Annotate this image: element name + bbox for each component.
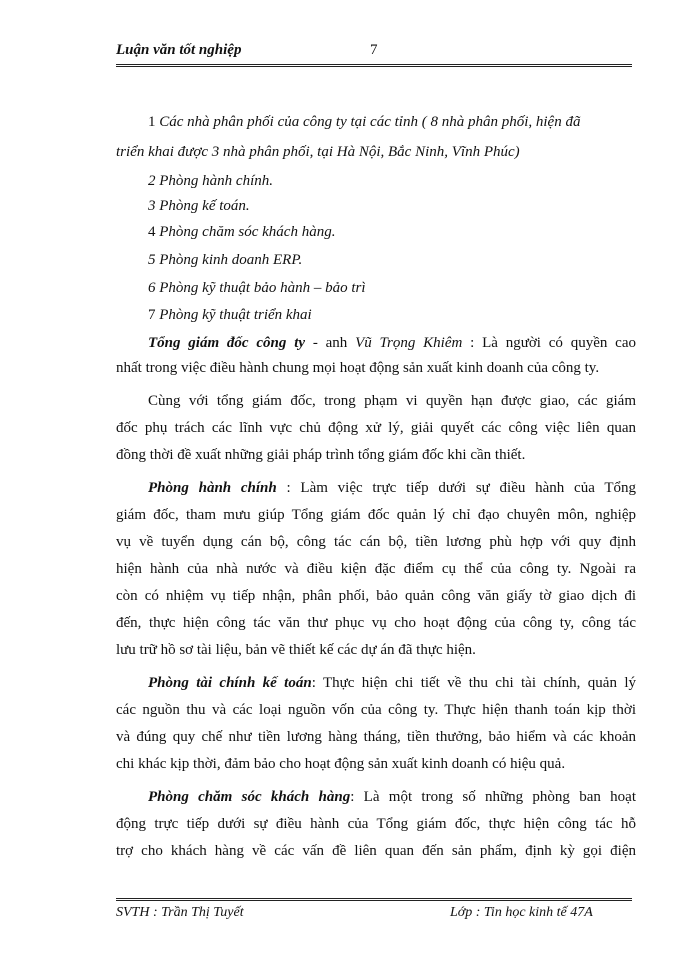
header-title: Luận văn tốt nghiệp xyxy=(116,42,242,58)
paragraph-line: hiện hành của nhà nước và điều kiện đặc điểm cụ thể của công ty. Ngoài ra xyxy=(116,561,636,577)
paragraph-line: đốc phụ trách các lĩnh vực chủ động xử lý, giải quyết các công việc liên quan xyxy=(116,420,636,436)
list-item: 1 Các nhà phân phối của công ty tại các tỉnh ( 8 nhà phân phối, hiện đã xyxy=(148,114,581,130)
paragraph-line: Phòng tài chính kế toán: Thực hiện chi tiết về thu chi tài chính, quản lý xyxy=(148,675,637,691)
list-item: 4 Phòng chăm sóc khách hàng. xyxy=(148,224,336,240)
page-number: 7 xyxy=(370,42,378,58)
list-item: triển khai được 3 nhà phân phối, tại Hà Nội, Bắc Ninh, Vĩnh Phúc) xyxy=(116,144,520,160)
paragraph-line: và đúng quy chế như tiền lương hàng tháng, tiền thưởng, bảo hiểm và các khoản xyxy=(116,729,636,745)
footer-class: Lớp : Tin học kinh tế 47A xyxy=(450,905,593,920)
paragraph-line: chi khác kịp thời, đảm bảo cho hoạt động sản xuất kinh doanh có hiệu quả. xyxy=(116,756,566,772)
paragraph-line: nhất trong việc điều hành chung mọi hoạt động sản xuất kinh doanh của công ty. xyxy=(116,360,600,376)
paragraph-line: Cùng với tổng giám đốc, trong phạm vi quyền hạn được giao, các giám xyxy=(148,393,636,409)
list-item: 5 Phòng kinh doanh ERP. xyxy=(148,252,303,268)
paragraph-line: lưu trữ hồ sơ tài liệu, bản vẽ thiết kế các dự án đã thực hiện. xyxy=(116,642,476,658)
page-header xyxy=(116,38,632,67)
paragraph-line: đến, thực hiện công tác văn thư phục vụ cho hoạt động của công ty, công tác xyxy=(116,615,636,631)
paragraph-line: động trực tiếp dưới sự điều hành của Tổng giám đốc, thực hiện công tác hỗ xyxy=(116,816,636,832)
paragraph-line: giám đốc, tham mưu giúp Tổng giám đốc quản lý chỉ đạo chuyên môn, nghiệp xyxy=(116,507,636,523)
paragraph-line: Phòng chăm sóc khách hàng: Là một trong số những phòng ban hoạt xyxy=(148,789,636,805)
paragraph-line: các nguồn thu và các loại nguồn vốn của công ty. Thực hiện thanh toán kịp thời xyxy=(116,702,636,718)
paragraph-line: Phòng hành chính : Làm việc trực tiếp dưới sự điều hành của Tổng xyxy=(148,480,636,496)
list-item: 2 Phòng hành chính. xyxy=(148,173,273,189)
paragraph-line: Tổng giám đốc công ty - anh Vũ Trọng Khiêm : Là người có quyền cao xyxy=(148,335,636,351)
list-item: 3 Phòng kế toán. xyxy=(148,198,250,214)
footer-author: SVTH : Trần Thị Tuyết xyxy=(116,905,244,920)
paragraph-line: vụ về tuyển dụng cán bộ, công tác cán bộ, tiền lương phù hợp với quy định xyxy=(116,534,636,550)
list-item: 6 Phòng kỹ thuật bảo hành – bảo trì xyxy=(148,280,366,296)
list-item: 7 Phòng kỹ thuật triển khai xyxy=(148,307,312,323)
paragraph-line: đồng thời đề xuất những giải pháp trình tổng giám đốc khi cần thiết. xyxy=(116,447,526,463)
page-footer xyxy=(116,898,632,920)
paragraph-line: còn có nhiệm vụ tiếp nhận, phân phối, bảo quản công văn giấy tờ giao dịch đi xyxy=(116,588,636,604)
paragraph-line: trợ cho khách hàng về các vấn đề liên quan đến sản phẩm, định kỳ gọi điện xyxy=(116,843,636,859)
